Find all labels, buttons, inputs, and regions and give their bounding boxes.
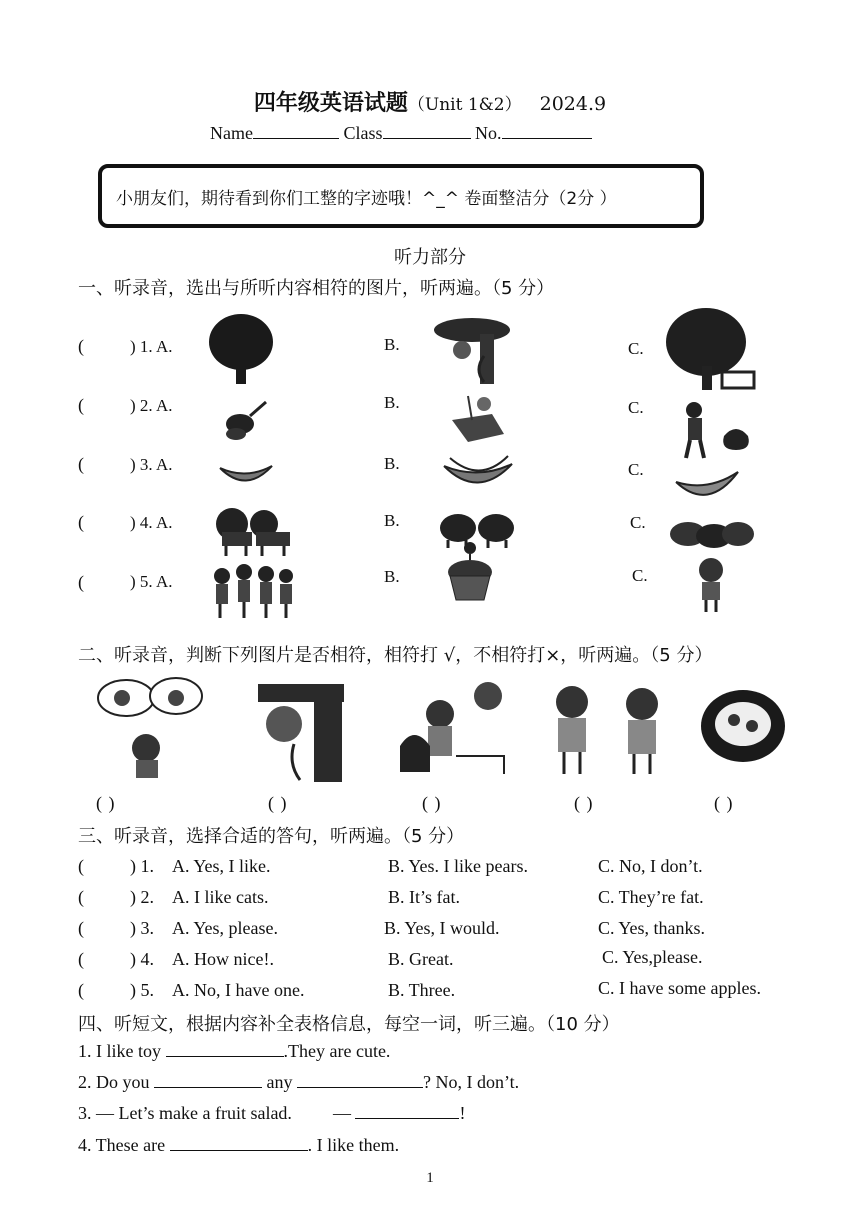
- p4-l2-text-c: ? No, I don’t.: [423, 1072, 520, 1092]
- title-date: 2024.9: [539, 93, 607, 115]
- p2-answer-5[interactable]: ( ): [714, 793, 734, 813]
- p4-l1-text-b: .They are cute.: [283, 1041, 391, 1061]
- notice-box: [98, 164, 704, 228]
- p4-l3-blank[interactable]: [355, 1104, 459, 1119]
- exam-title: [0, 86, 860, 117]
- tree-monkey-icon: [432, 316, 512, 386]
- p4-l4-text-b: . I like them.: [307, 1135, 400, 1155]
- banana-single-icon: [674, 468, 742, 504]
- part3-heading: 三、听录音，选择合适的答句，听两遍。（5 分）: [78, 826, 465, 847]
- p4-l4-text-a: 4. These are: [78, 1135, 166, 1155]
- p1-q1-c: C.: [628, 339, 644, 358]
- p3-q2-num: ) 2.: [130, 887, 154, 907]
- basket-icon: [448, 390, 508, 444]
- p2-answer-2[interactable]: ( ): [268, 793, 288, 813]
- p1-q2-paren: (: [78, 395, 84, 415]
- p4-line-1: [78, 1041, 390, 1062]
- p1-q5-num: ) 5. A.: [130, 572, 173, 591]
- p4-l3-text-c: !: [459, 1103, 466, 1123]
- p1-q4-paren: (: [78, 512, 84, 532]
- pigs-group-icon: [666, 510, 756, 558]
- p3-q2-b: B. It’s fat.: [388, 887, 460, 907]
- p1-q4-b: B.: [384, 511, 400, 530]
- p1-q4-c: C.: [630, 513, 646, 532]
- p3-q5-a: A. No, I have one.: [172, 980, 305, 1000]
- p4-l2-blank-2[interactable]: [297, 1073, 423, 1088]
- class-field[interactable]: [383, 122, 471, 139]
- boy-monkey-icon: [258, 684, 346, 784]
- p4-l2-text-b: any: [266, 1072, 293, 1092]
- p1-q3-num: ) 3. A.: [130, 455, 173, 474]
- boy-thinking-icon: [96, 676, 204, 780]
- p1-q3-b: B.: [384, 454, 400, 473]
- name-field[interactable]: [253, 122, 339, 139]
- boy-dog-icon: [680, 400, 756, 462]
- p3-q1-num: ) 1.: [130, 856, 154, 876]
- p3-q5-paren: (: [78, 980, 84, 1000]
- tree-icon: [207, 312, 275, 386]
- p3-q2-a: A. I like cats.: [172, 887, 269, 907]
- p4-line-3: [78, 1103, 465, 1124]
- p3-q4-c: C. Yes,please.: [602, 947, 703, 967]
- p4-line-4: [78, 1135, 399, 1156]
- p2-answer-1[interactable]: ( ): [96, 793, 116, 813]
- p1-q2-num: ) 2. A.: [130, 396, 173, 415]
- p3-q1-c: C. No, I don’t.: [598, 856, 703, 876]
- p4-line-2: [78, 1072, 519, 1093]
- tree-house-icon: [664, 304, 756, 392]
- cupcake-icon: [444, 540, 496, 602]
- p1-q1-paren: (: [78, 336, 84, 356]
- student-info-row: [210, 122, 592, 144]
- p3-q1-a: A. Yes, I like.: [172, 856, 271, 876]
- p4-l2-blank-1[interactable]: [154, 1073, 262, 1088]
- girl-dog-icon: [396, 676, 510, 778]
- p2-answer-4[interactable]: ( ): [574, 793, 594, 813]
- p1-q1-b: B.: [384, 335, 400, 354]
- p3-q3-num: ) 3.: [130, 918, 154, 938]
- p3-q3-b: B. Yes, I would.: [384, 918, 500, 938]
- bananas-icon: [440, 450, 516, 494]
- part1-heading: 一、听录音，选出与所听内容相符的图片，听两遍。（5 分）: [78, 278, 555, 299]
- p3-q5-num: ) 5.: [130, 980, 154, 1000]
- p3-q4-num: ) 4.: [130, 949, 154, 969]
- children-icon: [210, 562, 296, 620]
- p3-q3-a: A. Yes, please.: [172, 918, 278, 938]
- p4-l3-text-a: 3. — Let’s make a fruit salad.: [78, 1103, 292, 1123]
- p4-l2-text-a: 2. Do you: [78, 1072, 150, 1092]
- p1-q3-paren: (: [78, 454, 84, 474]
- two-girls-icon: [546, 680, 674, 778]
- page-number: 1: [426, 1170, 434, 1186]
- p1-q5-c: C.: [632, 566, 648, 585]
- banana-icon: [218, 458, 274, 490]
- p1-q5-b: B.: [384, 567, 400, 586]
- p4-l1-text-a: 1. I like toy: [78, 1041, 161, 1061]
- p1-q4-num: ) 4. A.: [130, 513, 173, 532]
- p3-q4-b: B. Great.: [388, 949, 454, 969]
- title-text: 四年级英语试题: [253, 91, 408, 116]
- fruit-plate-icon: [700, 688, 786, 764]
- p1-q2-c: C.: [628, 398, 644, 417]
- part4-heading: 四、听短文，根据内容补全表格信息，每空一词，听三遍。（10 分）: [78, 1014, 620, 1035]
- lions-icon: [212, 506, 296, 558]
- p1-q5-paren: (: [78, 572, 84, 592]
- p4-l3-text-b: —: [332, 1103, 351, 1123]
- p3-q1-b: B. Yes. I like pears.: [388, 856, 528, 876]
- p1-q1-num: ) 1. A.: [130, 337, 173, 356]
- no-label: No.: [475, 123, 502, 143]
- p1-q2-b: B.: [384, 393, 400, 412]
- notice-text: 小朋友们，期待看到你们工整的字迹哦！^_^ 卷面整洁分（2分 ）: [116, 189, 617, 209]
- p3-q3-c: C. Yes, thanks.: [598, 918, 706, 938]
- p4-l4-blank[interactable]: [170, 1136, 308, 1151]
- p3-q1-paren: (: [78, 856, 84, 876]
- p3-q4-paren: (: [78, 949, 84, 969]
- p2-answer-3[interactable]: ( ): [422, 793, 442, 813]
- p3-q5-b: B. Three.: [388, 980, 456, 1000]
- part2-heading: 二、听录音，判断下列图片是否相符，相符打 √，不相符打×，听两遍。（5 分）: [78, 645, 713, 666]
- number-field[interactable]: [502, 122, 592, 139]
- name-label: Name: [210, 123, 253, 143]
- girl-icon: [692, 556, 730, 614]
- p3-q5-c: C. I have some apples.: [598, 978, 761, 998]
- p4-l1-blank[interactable]: [166, 1042, 284, 1057]
- p3-q4-a: A. How nice!.: [172, 949, 274, 969]
- class-label: Class: [343, 123, 383, 143]
- bird-icon: [218, 398, 274, 444]
- title-unit: （Unit 1&2）: [407, 95, 522, 115]
- listening-section-title: 听力部分: [394, 247, 466, 268]
- p3-q2-c: C. They’re fat.: [598, 887, 704, 907]
- p1-q3-c: C.: [628, 460, 644, 479]
- p3-q2-paren: (: [78, 887, 84, 907]
- p3-q3-paren: (: [78, 918, 84, 938]
